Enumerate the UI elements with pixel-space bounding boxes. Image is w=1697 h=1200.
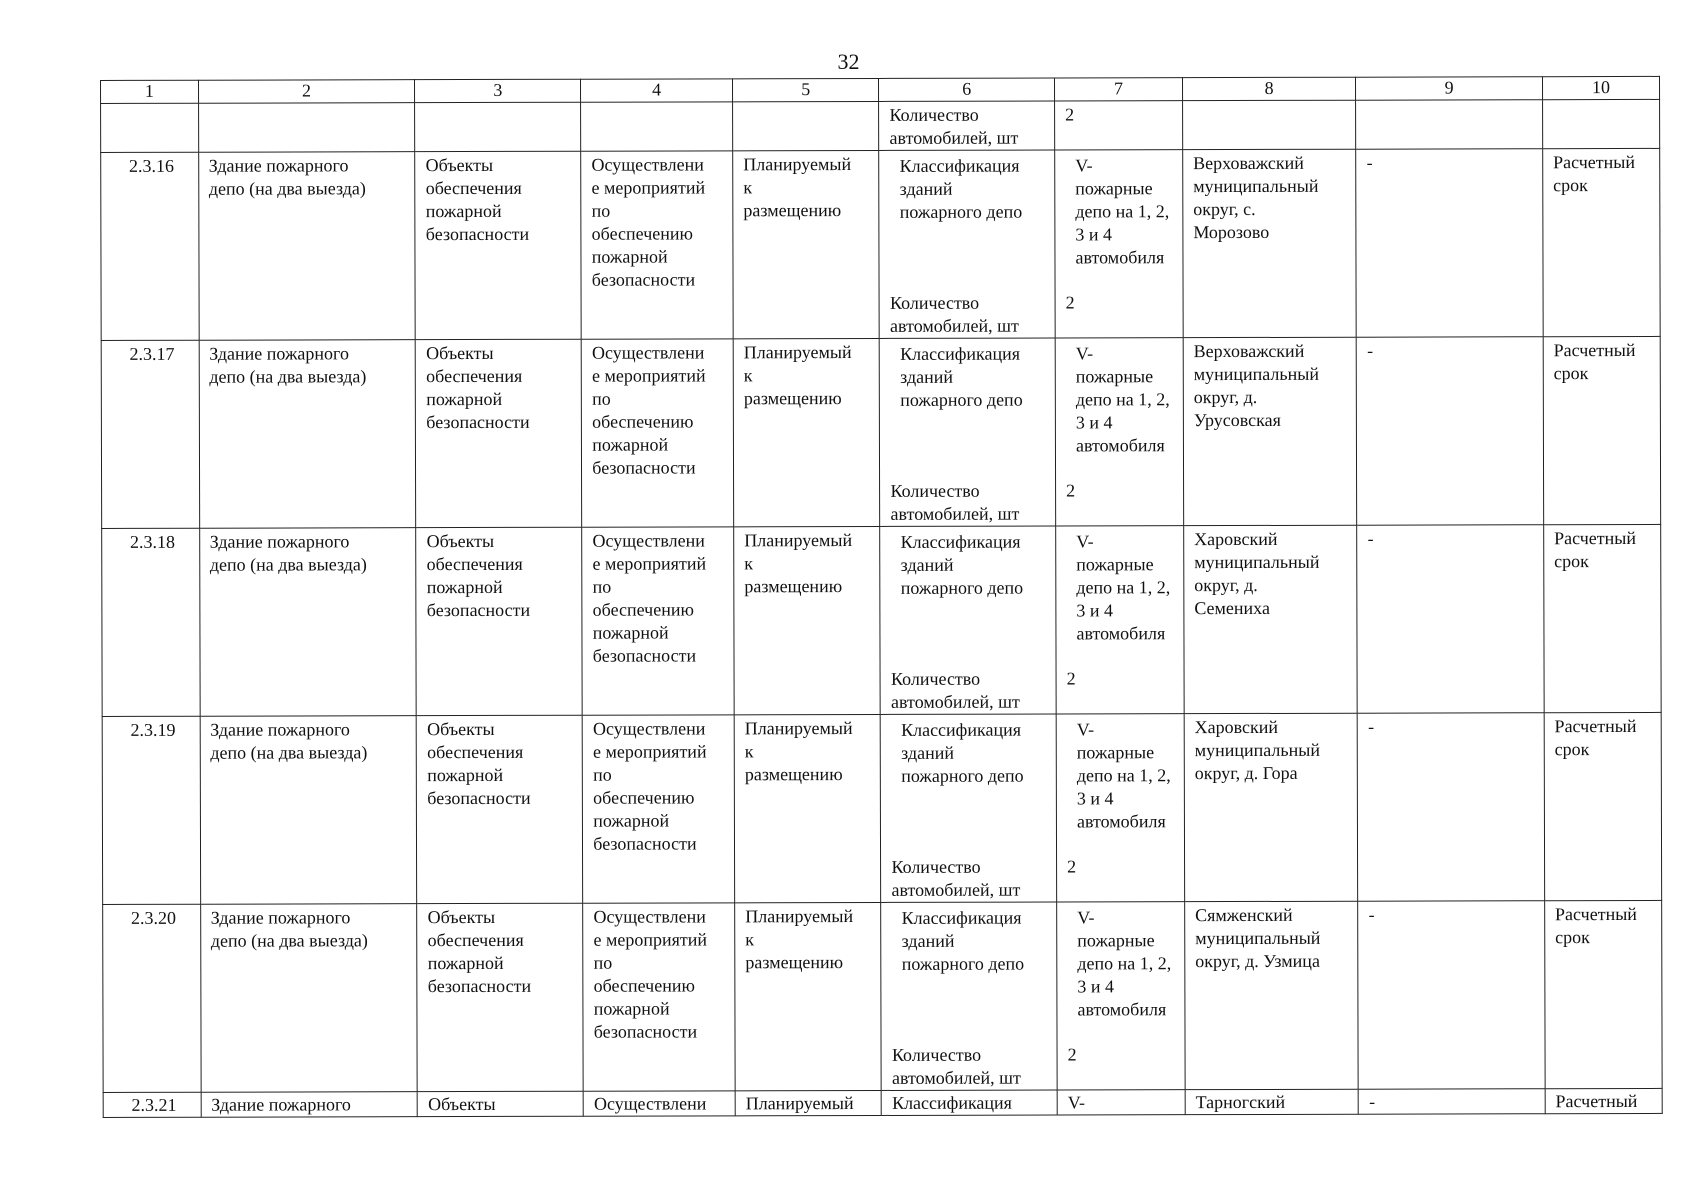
object-purpose: Осуществлени е мероприятий по обеспечению пожарной безопасности xyxy=(581,151,733,339)
header-cell: 8 xyxy=(1182,77,1356,100)
object-location: Харовский муниципальный округ, д. Гора xyxy=(1184,713,1358,901)
param1-value: V- пожарные депо на 1, 2, 3 и 4 автомобиля xyxy=(1076,719,1171,832)
header-cell: 6 xyxy=(879,78,1055,101)
object-term: Расчетный срок xyxy=(1543,336,1661,524)
table-cell xyxy=(101,103,199,152)
object-purpose: Осуществлени е мероприятий по обеспечению пожарной безопасности xyxy=(581,339,733,527)
object-name: Здание пожарного депо (на два выезда) xyxy=(200,904,417,1093)
object-type: Объекты обеспечения пожарной безопасности xyxy=(417,715,583,903)
param2-value: 2 xyxy=(1067,856,1077,877)
table-row xyxy=(101,336,1660,528)
object-term: Расчетный срок xyxy=(1543,148,1661,336)
object-purpose: Осуществлени xyxy=(583,1091,735,1116)
table-row xyxy=(102,524,1661,716)
param-label-cell xyxy=(881,902,1057,1090)
row-number: 2.3.17 xyxy=(101,340,199,528)
object-term: Расчетный срок xyxy=(1544,524,1662,712)
object-location: Сямженский муниципальный округ, д. Узмица xyxy=(1185,901,1359,1089)
row-number: 2.3.18 xyxy=(102,528,200,716)
header-cell: 1 xyxy=(101,80,199,103)
object-name: Здание пожарного депо (на два выезда) xyxy=(200,716,417,905)
param1-value: V- пожарные депо на 1, 2, 3 и 4 автомобиля xyxy=(1075,155,1170,268)
param-label-cell xyxy=(881,714,1057,902)
param1-label: Классификация зданий пожарного депо xyxy=(900,531,1024,598)
object-purpose: Осуществлени е мероприятий по обеспечению пожарной безопасности xyxy=(582,527,734,715)
param1-label: Классификация зданий пожарного депо xyxy=(901,719,1024,786)
param-label-cell xyxy=(879,150,1055,338)
param2-label: Количество автомобилей, шт xyxy=(890,668,1020,712)
row-number: 2.3.16 xyxy=(101,152,199,340)
param-label-cell xyxy=(880,526,1056,714)
row-number: 2.3.21 xyxy=(103,1092,201,1117)
object-type: Объекты xyxy=(418,1091,584,1116)
object-location: Верховажский муниципальный округ, с. Морозово xyxy=(1183,149,1357,337)
param1-label: Классификация зданий пожарного депо xyxy=(900,343,1023,410)
col9-value: - xyxy=(1356,149,1543,337)
header-cell: 4 xyxy=(581,79,733,102)
header-cell: 5 xyxy=(733,78,879,101)
table-cell xyxy=(1542,99,1659,148)
table-cell xyxy=(1182,100,1356,149)
param1-label: Классификация xyxy=(882,1090,1058,1115)
object-purpose: Осуществлени е мероприятий по обеспечению пожарной безопасности xyxy=(583,903,735,1091)
continuation-row xyxy=(101,99,1660,152)
param-value-cell xyxy=(1056,526,1184,714)
table-row xyxy=(101,148,1660,340)
table-cell xyxy=(733,101,879,150)
param1-label: Классификация зданий пожарного депо xyxy=(901,907,1025,974)
param-value-cell xyxy=(1055,338,1183,526)
table-cell xyxy=(581,102,733,151)
row-number: 2.3.19 xyxy=(102,716,200,904)
col9-value: - xyxy=(1357,525,1544,713)
param2-value: 2 xyxy=(1066,480,1076,501)
header-cell: 3 xyxy=(415,79,581,102)
object-status: Планируемый к размещению xyxy=(734,714,881,902)
param-value-cell xyxy=(1056,714,1184,902)
object-term: Расчетный срок xyxy=(1544,900,1662,1088)
table-row xyxy=(103,1088,1662,1117)
object-location: Харовский муниципальный округ, д. Семениха xyxy=(1184,525,1358,713)
object-location: Тарногский xyxy=(1185,1089,1359,1114)
param-label-cell: Количество автомобилей, шт xyxy=(879,101,1055,150)
object-name: Здание пожарного депо (на два выезда) xyxy=(198,152,415,341)
param1-value: V- пожарные депо на 1, 2, 3 и 4 автомобиля xyxy=(1077,907,1172,1020)
object-name: Здание пожарного xyxy=(201,1092,418,1118)
object-type: Объекты обеспечения пожарной безопасности xyxy=(417,903,583,1091)
param-value-cell: 2 xyxy=(1055,101,1183,150)
object-location: Верховажский муниципальный округ, д. Урусовская xyxy=(1183,337,1357,525)
objects-table xyxy=(100,76,1663,1118)
param2-value: 2 xyxy=(1066,668,1076,689)
object-status: Планируемый к размещению xyxy=(733,150,880,338)
param2-label: Количество автомобилей, шт xyxy=(889,292,1019,336)
param2-label: Количество автомобилей, шт xyxy=(891,856,1021,900)
param1-value: V- xyxy=(1057,1090,1185,1115)
object-status: Планируемый к размещению xyxy=(733,338,880,526)
col9-value: - xyxy=(1358,901,1545,1089)
param1-label: Классификация зданий пожарного депо xyxy=(899,155,1023,222)
param2-value: 2 xyxy=(1065,292,1075,313)
object-term: Расчетный xyxy=(1545,1088,1662,1113)
table-cell xyxy=(198,103,415,153)
table-row xyxy=(102,712,1661,904)
header-cell: 7 xyxy=(1054,78,1182,101)
object-type: Объекты обеспечения пожарной безопасности xyxy=(416,339,582,527)
header-cell: 9 xyxy=(1356,77,1543,100)
table-cell xyxy=(1356,100,1543,149)
row-number: 2.3.20 xyxy=(103,904,201,1092)
col9-value: - xyxy=(1357,337,1544,525)
object-term: Расчетный срок xyxy=(1544,712,1662,900)
header-cell: 10 xyxy=(1542,76,1659,99)
col9-value: - xyxy=(1358,713,1545,901)
object-type: Объекты обеспечения пожарной безопасности xyxy=(415,151,581,339)
param2-label: Количество автомобилей, шт xyxy=(891,1044,1021,1088)
col9-value: - xyxy=(1359,1089,1546,1114)
object-status: Планируемый xyxy=(735,1090,881,1115)
object-name: Здание пожарного депо (на два выезда) xyxy=(199,528,416,717)
table-cell xyxy=(415,102,581,151)
param-value-cell xyxy=(1057,902,1185,1090)
object-type: Объекты обеспечения пожарной безопасности xyxy=(416,527,582,715)
table-container xyxy=(100,76,1663,1118)
param1-value: V- пожарные депо на 1, 2, 3 и 4 автомобиля xyxy=(1076,531,1171,644)
object-status: Планируемый к размещению xyxy=(735,902,882,1090)
param2-value: 2 xyxy=(1067,1044,1077,1065)
header-cell: 2 xyxy=(198,80,415,104)
param-value-cell xyxy=(1055,150,1183,338)
param-label-cell xyxy=(880,338,1056,526)
table-row xyxy=(103,900,1662,1092)
object-purpose: Осуществлени е мероприятий по обеспечению пожарной безопасности xyxy=(582,715,734,903)
param1-value: V- пожарные депо на 1, 2, 3 и 4 автомобиля xyxy=(1075,343,1170,456)
object-status: Планируемый к размещению xyxy=(734,526,881,714)
object-name: Здание пожарного депо (на два выезда) xyxy=(199,340,416,529)
page-number: 32 xyxy=(837,49,860,74)
param2-label: Количество автомобилей, шт xyxy=(890,480,1020,524)
